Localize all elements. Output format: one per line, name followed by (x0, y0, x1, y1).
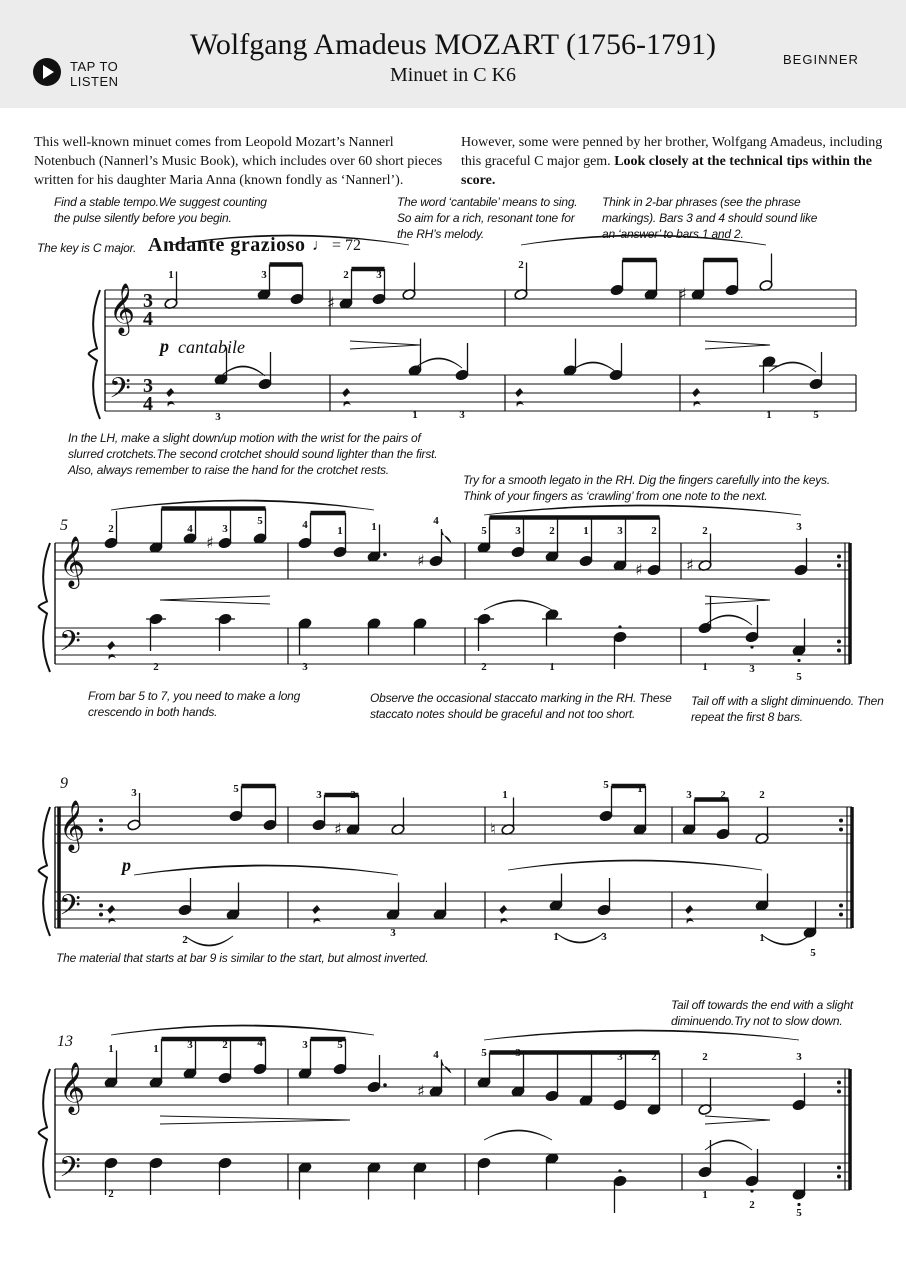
tip-legato: Try for a smooth legato in the RH. Dig the fingers carefully into the keys. Think of your fingers as ‘crawling’ from one note to the next. (463, 473, 830, 503)
fingering-rh: 3 (686, 789, 692, 801)
fingering-rh: 2 (702, 525, 708, 537)
fingering-rh: 1 (583, 525, 589, 537)
staccato-dot (797, 659, 800, 662)
slur (185, 936, 233, 946)
fingering-lh: 1 (553, 931, 559, 943)
repeat-dot (99, 904, 103, 908)
fingering-lh: 1 (549, 661, 555, 673)
repeat-dot (839, 828, 843, 832)
slur (769, 362, 816, 372)
fingering-lh: 2 (749, 1199, 755, 1211)
staccato-dot (797, 1203, 800, 1206)
fingering-rh: 3 (261, 269, 267, 281)
staccato-dot (750, 1189, 753, 1192)
grand-staff-brace (39, 1069, 50, 1198)
tip-repeat: Tail off with a slight diminuendo. Then repeat the first 8 bars. (691, 694, 884, 724)
fingering-rh: 5 (337, 1039, 343, 1051)
slur (171, 235, 409, 245)
page-title: Wolfgang Amadeus MOZART (1756-1791) (190, 28, 716, 61)
fingering-lh: 5 (810, 947, 816, 959)
fingering-rh: 2 (720, 789, 726, 801)
fingering-rh: 2 (518, 259, 524, 271)
sharp-sign: ♯ (679, 284, 687, 304)
crescendo-hairpin (160, 596, 270, 604)
time-signature-bottom-bass: 4 (143, 393, 153, 415)
fingering-rh: 5 (233, 783, 239, 795)
tempo-marking: Andante grazioso (148, 234, 306, 256)
fingering-lh: 5 (813, 409, 819, 421)
tip-inverted: The material that starts at bar 9 is similar to the start, but almost inverted. (56, 951, 429, 965)
treble-clef: 𝄞 (59, 536, 86, 587)
repeat-dot (99, 913, 103, 917)
fingering-rh: 3 (131, 787, 137, 799)
fingering-lh: 5 (796, 1207, 802, 1219)
fingering-lh: 5 (796, 671, 802, 683)
fingering-lh: 3 (215, 411, 221, 423)
fingering-lh: 3 (601, 931, 607, 943)
tap-to-listen-line1: TAP TO (70, 59, 119, 74)
note-flag (442, 529, 452, 543)
sharp-sign: ♯ (686, 555, 694, 575)
time-signature-bottom-treble: 4 (143, 308, 153, 330)
slur (111, 1025, 374, 1035)
fingering-lh: 1 (702, 1189, 708, 1201)
dot (383, 1083, 387, 1087)
note-flag (442, 1060, 452, 1074)
fingering-rh: 3 (796, 521, 802, 533)
fingering-rh: 2 (651, 525, 657, 537)
fingering-rh: 4 (187, 523, 193, 535)
fingering-rh: 3 (302, 1039, 308, 1051)
bass-clef: 𝄢 (59, 889, 81, 929)
sharp-sign: ♯ (206, 533, 214, 552)
slur (556, 933, 604, 943)
fingering-rh: 5 (481, 1047, 487, 1059)
fingering-rh: 2 (702, 1051, 708, 1063)
crotchet-rest (166, 384, 175, 407)
repeat-dot (99, 819, 103, 823)
crotchet-rest (692, 384, 701, 407)
tip-tempo: Find a stable tempo.We suggest counting the pulse silently before you begin. (54, 195, 267, 225)
staccato-dot (618, 1169, 621, 1172)
metronome-marking: ♩ = 72 (312, 237, 362, 254)
dot (383, 553, 387, 557)
bar-number-5: 5 (60, 517, 68, 534)
diminuendo-hairpin (160, 1116, 350, 1124)
fingering-rh: 5 (481, 525, 487, 537)
fingering-rh: 1 (337, 525, 343, 537)
sharp-sign: ♯ (417, 551, 425, 570)
staccato-dot (618, 625, 621, 628)
dynamic-piano-2: p (122, 855, 131, 875)
fingering-lh: 1 (759, 932, 765, 944)
slur (705, 615, 752, 625)
treble-clef: 𝄞 (59, 1062, 86, 1113)
fingering-rh: 5 (603, 779, 609, 791)
fingering-rh: 2 (343, 269, 349, 281)
natural-sign: ♮ (490, 819, 496, 839)
fingering-rh: 3 (376, 269, 382, 281)
bass-clef: 𝄢 (59, 1151, 81, 1191)
repeat-dot (837, 1175, 841, 1179)
bar-number-13: 13 (57, 1033, 73, 1050)
fingering-rh: 3 (796, 1051, 802, 1063)
repeat-dot (837, 1090, 841, 1094)
treble-clef: 𝄞 (109, 283, 136, 334)
tap-to-listen-line2: LISTEN (70, 74, 119, 89)
slur (762, 935, 810, 945)
crotchet-rest (499, 901, 508, 924)
slur (415, 358, 462, 368)
crotchet-rest (312, 901, 321, 924)
level-badge: BEGINNER (783, 52, 859, 67)
diminuendo-hairpin (705, 1116, 770, 1124)
tip-key: The key is C major. (37, 241, 137, 255)
tip-ending: Tail off towards the end with a slight diminuendo.Try not to slow down. (671, 998, 854, 1028)
crotchet-rest (685, 901, 694, 924)
fingering-rh: 3 (222, 523, 228, 535)
fingering-rh: 1 (153, 1043, 159, 1055)
sharp-sign: ♯ (635, 560, 643, 579)
repeat-dot (837, 1081, 841, 1085)
repeat-dot (837, 649, 841, 653)
slur (521, 235, 766, 245)
fingering-rh: 2 (350, 789, 356, 801)
crotchet-rest (107, 901, 116, 924)
sharp-sign: ♯ (327, 293, 335, 313)
fingering-rh: 4 (433, 1049, 439, 1061)
fingering-lh: 2 (153, 661, 159, 673)
diminuendo-hairpin (705, 596, 770, 604)
fingering-rh: 4 (302, 519, 308, 531)
diminuendo-hairpin (705, 341, 770, 349)
repeat-dot (839, 913, 843, 917)
slur (134, 865, 398, 875)
repeat-dot (839, 819, 843, 823)
fingering-rh: 2 (759, 789, 765, 801)
dynamic-piano-1: p (160, 336, 169, 356)
time-signature-top-treble: 3 (143, 290, 153, 312)
fingering-lh: 1 (412, 409, 418, 421)
fingering-lh: 2 (182, 934, 188, 946)
fingering-rh: 3 (316, 789, 322, 801)
tip-crescendo: From bar 5 to 7, you need to make a long crescendo in both hands. (88, 689, 301, 719)
slur (705, 1140, 752, 1150)
diminuendo-hairpin (350, 341, 420, 349)
grand-staff-brace (39, 807, 50, 936)
fingering-rh: 1 (637, 783, 643, 795)
repeat-dot (837, 640, 841, 644)
treble-clef: 𝄞 (59, 800, 86, 851)
fingering-lh: 3 (390, 927, 396, 939)
fingering-rh: 1 (502, 789, 508, 801)
slur (508, 860, 762, 870)
fingering-rh: 3 (187, 1039, 193, 1051)
repeat-dot (837, 564, 841, 568)
fingering-rh: 4 (433, 515, 439, 527)
fingering-lh: 3 (749, 663, 755, 675)
fingering-rh: 3 (515, 525, 521, 537)
fingering-lh: 3 (459, 409, 465, 421)
tip-phrasing: Think in 2-bar phrases (see the phrase markings). Bars 3 and 4 should sound like an ‘answer’ to bars 1 and 2. (602, 195, 818, 241)
bar-number-9: 9 (60, 775, 68, 792)
piece-subtitle: Minuet in C K6 (389, 64, 517, 86)
fingering-rh: 1 (108, 1043, 114, 1055)
fingering-rh: 3 (617, 1051, 623, 1063)
tip-cantabile: The word ‘cantabile’ means to sing. So aim for a rich, resonant tone for the RH’s melody. (397, 195, 578, 241)
fingering-rh: 2 (651, 1051, 657, 1063)
fingering-rh: 1 (371, 521, 377, 533)
slur (484, 505, 801, 515)
fingering-rh: 1 (168, 269, 174, 281)
crotchet-rest (107, 637, 116, 660)
fingering-rh: 2 (222, 1039, 228, 1051)
tip-left-hand: In the LH, make a slight down/up motion with the wrist for the pairs of slurred crotchets.The second crotchet should sound lighter than the first. Also, always remember to raise the hand for the crotchet rests. (68, 431, 438, 477)
grand-staff-brace (89, 290, 100, 419)
repeat-dot (839, 904, 843, 908)
slur (484, 1030, 799, 1040)
fingering-lh: 1 (702, 661, 708, 673)
sharp-sign: ♯ (417, 1081, 425, 1101)
slur (484, 1130, 552, 1140)
time-signature-top-bass: 3 (143, 375, 153, 397)
crotchet-rest (515, 384, 524, 407)
slur (570, 362, 616, 372)
intro-right-text: However, some were penned by her brother, Wolfgang Amadeus, including this graceful C major gem. (461, 135, 883, 169)
fingering-rh: 4 (257, 1037, 263, 1049)
fingering-lh: 3 (302, 661, 308, 673)
fingering-rh: 3 (617, 525, 623, 537)
cantabile-marking: cantabile (178, 337, 245, 357)
repeat-dot (837, 555, 841, 559)
fingering-rh: 5 (257, 515, 263, 527)
intro-right-bold: Look closely at the technical tips within the score. (461, 154, 873, 188)
crotchet-rest (342, 384, 351, 407)
fingering-lh: 2 (108, 1188, 114, 1200)
slur (484, 600, 552, 610)
sharp-sign: ♯ (334, 819, 342, 839)
grand-staff-brace (39, 543, 50, 672)
fingering-lh: 2 (481, 661, 487, 673)
fingering-rh: 3 (515, 1047, 521, 1059)
fingering-rh: 2 (108, 523, 114, 535)
repeat-dot (99, 828, 103, 832)
fingering-lh: 1 (766, 409, 772, 421)
bass-clef: 𝄢 (109, 372, 131, 412)
intro-left-paragraph: This well-known minuet comes from Leopold Mozart’s Nannerl Notenbuch (Nannerl’s Music Book), which includes over 60 short pieces written for his daughter Maria Anna (known fondly as ‘Nannerl’). (34, 135, 443, 188)
staccato-dot (750, 645, 753, 648)
fingering-rh: 2 (549, 525, 555, 537)
tip-staccato: Observe the occasional staccato marking in the RH. These staccato notes should be graceful and not too short. (370, 691, 672, 721)
bass-clef: 𝄢 (59, 625, 81, 665)
repeat-dot (837, 1166, 841, 1170)
